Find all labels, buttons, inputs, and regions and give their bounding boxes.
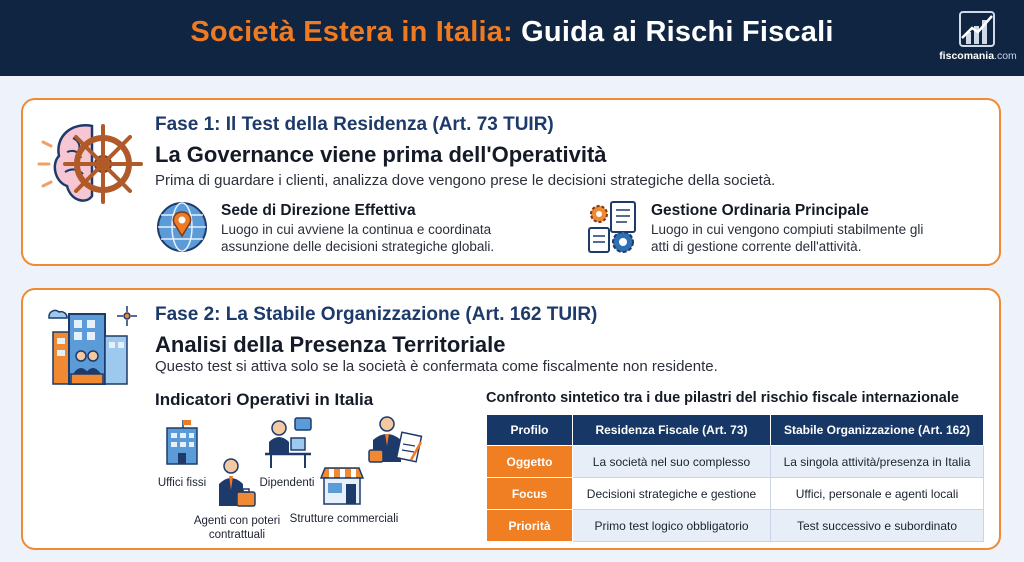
fase1-title: Fase 1: Il Test della Residenza (Art. 73 TUIR) [155,114,554,135]
dipendenti-label: Dipendenti [259,477,315,489]
uffici-fissi-label: Uffici fissi [157,477,207,489]
logo-text: fiscomania.com [939,50,1017,62]
fase1-card [21,98,1001,266]
comparison-table [486,414,984,542]
agent-contract-signing-icon [367,414,423,472]
row-label-oggetto: Oggetto [487,446,573,478]
page-title [0,16,1024,49]
title-highlight: Società Estera in Italia: [190,16,513,48]
table-cell: La società nel suo complesso [573,446,771,478]
fase2-heading: Analisi della Presenza Territoriale [155,332,506,357]
fase2-title: Fase 2: La Stabile Organizzazione (Art. 162 TUIR) [155,304,598,325]
agenti-label-line1: Agenti con poteri [193,515,281,527]
employee-desk-icon [259,414,315,470]
office-building-team-icon [43,302,139,388]
table-cell: Primo test logico obbligatorio [573,510,771,542]
storefront-icon [319,466,365,506]
table-row [487,510,984,542]
gears-documents-icon [585,198,643,256]
header-bar [0,0,1024,76]
gestione-ordinaria-title: Gestione Ordinaria Principale [651,202,869,219]
comparison-table-title: Confronto sintetico tra i due pilastri del rischio fiscale internazionale [486,390,959,406]
fiscomania-logo[interactable] [938,10,1018,68]
agenti-label-line2: contrattuali [208,529,266,541]
brain-helm-icon [37,112,147,220]
globe-location-icon [155,200,209,254]
indicators-title: Indicatori Operativi in Italia [155,390,374,409]
gestione-ordinaria-line2: atti di gestione corrente dell'attività. [651,239,862,254]
table-header-row [487,415,984,446]
sede-direzione-line2: assunzione delle decisioni strategiche globali. [221,239,495,254]
table-cell: Decisioni strategiche e gestione [573,478,771,510]
office-building-icon [159,418,205,466]
row-label-priorita: Priorità [487,510,573,542]
sede-direzione-line1: Luogo in cui avviene la continua e coordinata [221,222,492,237]
fase2-description: Questo test si attiva solo se la società è confermata come fiscalmente non residente. [155,358,718,375]
row-label-focus: Focus [487,478,573,510]
table-cell: Uffici, personale e agenti locali [771,478,984,510]
gestione-ordinaria-line1: Luogo in cui vengono compiuti stabilmente gli [651,222,924,237]
table-row [487,478,984,510]
fase1-heading: La Governance viene prima dell'Operatività [155,142,607,167]
bar-chart-logo-icon [938,10,1018,50]
col-header-residenza: Residenza Fiscale (Art. 73) [573,415,771,446]
fase2-card [21,288,1001,550]
sede-direzione-title: Sede di Direzione Effettiva [221,202,416,219]
title-main: Guida ai Rischi Fiscali [521,16,834,48]
table-cell: La singola attività/presenza in Italia [771,446,984,478]
table-cell: Test successivo e subordinato [771,510,984,542]
table-row [487,446,984,478]
strutture-commerciali-label: Strutture commerciali [289,513,399,525]
fase1-description: Prima di guardare i clienti, analizza dove vengono prese le decisioni strategiche della società. [155,172,776,189]
col-header-profilo: Profilo [487,415,573,446]
col-header-stabile: Stabile Organizzazione (Art. 162) [771,415,984,446]
